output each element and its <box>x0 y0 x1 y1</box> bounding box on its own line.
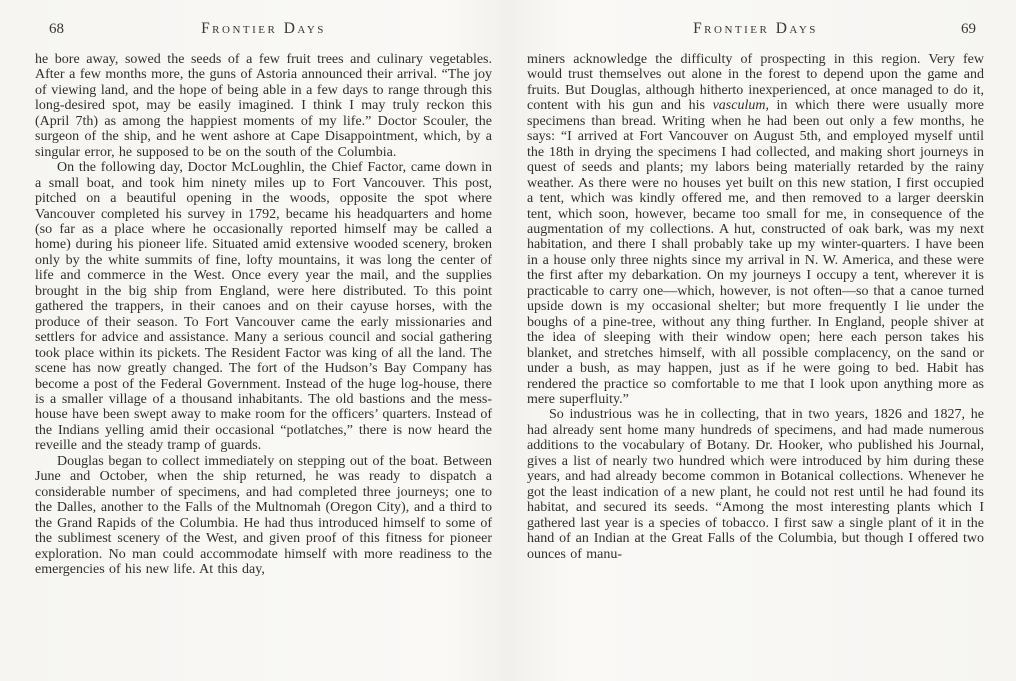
paragraph <box>527 52 984 407</box>
paragraph: So industrious was he in collecting, that in two years, 1826 and 1827, he had already sent home many hundreds of specimens, and had made numerous additions to the vocabulary of Botany. Dr. Hooker, who published his Journal, gives a list of nearly two hundred which were introduced by him during these years, and had already become common in Botanical collections. Whenever he got the least indication of a new plant, he could not rest until he had found its habitat, and secured its seeds. “Among the most interesting plants which I gathered last year is a species of tobacco. I first saw a single plant of it in the hand of an Indian at the Great Falls of the Columbia, but though I offered two ounces of manu- <box>527 407 984 562</box>
paragraph-text-after-italic: , in which there were usually more specimens than bread. Writing when he had been out only a few months, he says: “I arrived at Fort Vancouver on August 5th, and employed myself until the 18th in drying the specimens I had collected, and making short journeys in quest of seeds and plants; my labors being materially retarded by the rainy weather. As there were no houses yet built on this new station, I first occupied a tent, which was kindly offered me, and then removed to a larger deerskin tent, which soon, however, became too small for me, in consequence of the augmentation of my collections. A hut, constructed of oak bark, was my next habitation, and there I shall probably take up my winter-quarters. I have been in a house only three nights since my arrival in N. W. America, and these were the first after my debarkation. On my journeys I occupy a tent, wherever it is practicable to carry one—which, however, is not often—so that a canoe turned upside down is my occasional shelter; but more frequently I lie under the boughs of a pine-tree, without any thing further. In England, people shiver at the idea of sleeping with their window open; here each person takes his blanket, and stretches himself, with all possible complacency, on the sand or under a bush, as may happen, just as if he were going to bed. Habit has rendered the practice so comfortable to me that I look upon anything more as mere superfluity.” <box>527 98 985 407</box>
page-right <box>527 0 984 681</box>
paragraph-text-before-italic: miners acknowledge the difficulty of prospecting in this region. Very few would trust themselves out alone in the forest to depend upon the game and fruits. But Douglas, although hitherto inexperienced, at once managed to do it, content with his gun and his <box>527 52 984 114</box>
page-left-body <box>35 52 492 577</box>
paragraph: he bore away, sowed the seeds of a few fruit trees and culinary vegetables. After a few months more, the guns of Astoria announced their arrival. “The joy of viewing land, and the hope of being able in a few days to range through this long-desired spot, may be easily imagined. I think I may truly reckon this (April 7th) as among the happiest moments of my life.” Doctor Scouler, the surgeon of the ship, and he went ashore at Cape Disappointment, which, by a singular error, he supposed to be on the south of the Columbia. <box>35 52 492 160</box>
paragraph: On the following day, Doctor McLoughlin, the Chief Factor, came down in a small boat, and took him ninety miles up to Fort Vancouver. This post, pitched on a beautiful opening in the woods, opposite the spot where Vancouver completed his survey in 1792, became his headquarters and home (so far as a place where he occasionally reported himself may be called a home) during his pioneer life. Situated amid extensive wooded scenery, broken only by the white summits of fine, lofty mountains, it was long the center of life and commerce in the West. Once every year the mail, and the supplies brought in the big ship from England, were here distributed. To this point gathered the trappers, in their canoes and on their cayuse horses, with the produce of their season. To Fort Vancouver came the early missionaries and settlers for advice and assistance. Many a serious council and social gathering took place within its pickets. The Resident Factor was king of all the land. The scene has now greatly changed. The fort of the Hudson’s Bay Company has become a post of the Federal Government. Instead of the huge log-house, there is a smaller village of a thousand inhabitants. The old bastions and the mess-house have been swept away to make room for the officers’ quarters. Instead of the Indians yelling amid their occasional “potlatches,” there is now heard the reveille and the steady tramp of guards. <box>35 160 492 454</box>
page-right-header <box>527 20 984 40</box>
paragraph: Douglas began to collect immediately on stepping out of the boat. Between June and October, when the ship returned, he was ready to dispatch a considerable number of specimens, and had completed three journeys; one to the Dalles, another to the Falls of the Multnomah (Oregon City), and a third to the Grand Rapids of the Columbia. He had thus introduced himself to some of the sublimest scenery of the West, and given proof of this fitness for pioneer exploration. No man could accommodate himself with more readiness to the emergencies of his new life. At this day, <box>35 453 492 577</box>
running-head-left: Frontier Days <box>201 20 326 37</box>
page-number-left: 68 <box>49 21 64 37</box>
page-left <box>35 0 492 681</box>
page-left-header <box>35 20 492 40</box>
latin-term-vasculum: vasculum <box>712 98 766 114</box>
page-right-body <box>527 52 984 562</box>
page-number-right: 69 <box>961 21 976 37</box>
running-head-right: Frontier Days <box>693 20 818 37</box>
